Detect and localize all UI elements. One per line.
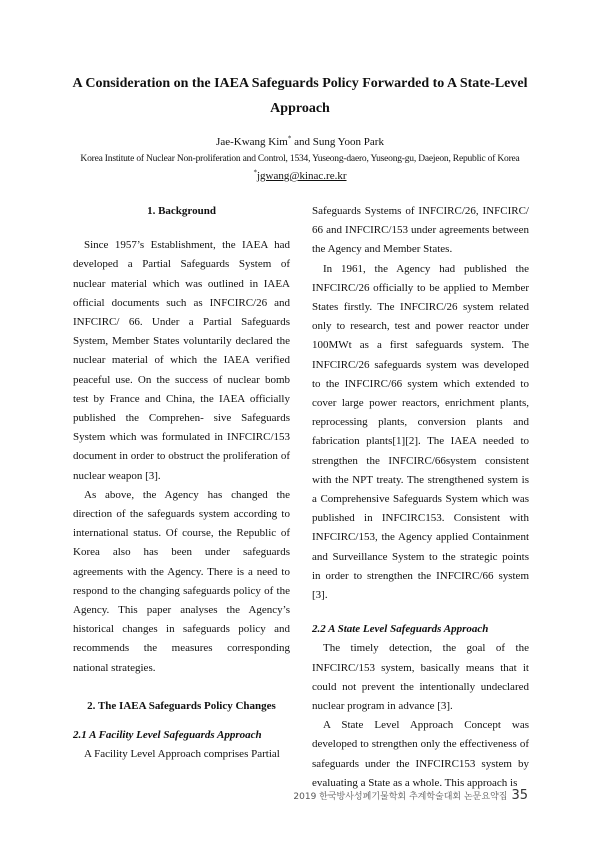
section-2-2-paragraph-1: The timely detection, the goal of the INFCIRC/153 system, basically means that it could not prevent the intentionally undeclared nuclear program in advance [3]. [312,642,529,713]
author-2: and Sung Yoon Park [291,136,384,148]
section-2-1-heading: 2.1 A Facility Level Safeguards Approach [73,729,262,742]
section-2-2-heading: 2.2 A State Level Safeguards Approach [312,623,489,636]
right-column [312,202,529,793]
email-mark: * [253,168,257,177]
email-link[interactable]: jgwang@kinac.re.kr [256,170,347,182]
section-1-heading: 1. Background [147,205,216,217]
page-footer [293,788,528,803]
section-2-1-paragraph-1: A Facility Level Approach comprises Partial [84,748,280,761]
email-line [0,168,600,184]
section-2-1-paragraph-1-continued: Safeguards Systems of INFCIRC/26, INFCIRC/ 66 and INFCIRC/153 under agreements between the Agency and Member States. [312,205,529,256]
corresponding-author-mark: * [287,134,292,143]
author-list [0,134,600,150]
page-number: 35 [511,788,528,803]
title-line-1: A Consideration on the IAEA Safeguards Policy Forwarded to A State-Level [72,76,528,91]
proceedings-title: 2019 한국방사성폐기물학회 추계학술대회 논문요약집 [293,792,508,802]
section-2-heading: 2. The IAEA Safeguards Policy Changes [87,699,276,712]
affiliation: Korea Institute of Nuclear Non-proliferation and Control, 1534, Yuseong-daero, Yuseong-gu, Daejeon, Republic of Korea [80,154,520,164]
section-2-2-paragraph-2: A State Level Approach Concept was developed to strengthen only the effectiveness of safeguards under the INFCIRC153 system by evaluating a State as a whole. This approach is [312,719,529,789]
author-1: Jae-Kwang Kim [216,136,288,148]
section-1-paragraph-1: Since 1957’s Establishment, the IAEA had developed a Partial Safeguards System of nuclear material which was outlined in IAEA official documents such as INFCIRC/26 and INFCIRC/ 66. Under a Partial Safeguards System, Member States voluntarily declared the nuclear material of which the IAEA verified peaceful use. On the success of nuclear bomb test by France and China, the IAEA officially published the Comprehen- sive Safeguards System which was formulated in INFCIRC/153 document in order to obstruct the proliferation of nuclear weapon [3]. [73,239,290,482]
paper-title [60,71,540,121]
section-1-paragraph-2: As above, the Agency has changed the direction of the safeguards system according to international status. Of course, the Republic of Korea also has been under safeguards agreements with the Agency. There is a need to respond to the changing safeguards policy of the Agency. This paper analyses the Agency’s historical changes in safeguards policy and recommends the measures corresponding national strategies. [73,488,290,674]
title-line-2: Approach [270,101,330,116]
left-column [73,202,290,764]
section-2-1-paragraph-2: In 1961, the Agency had published the INFCIRC/26 officially to be applied to Member States firstly. The INFCIRC/26 system related only to research, test and power reactor under 100MWt as a first safeguards system. The INFCIRC/26 safeguards system was developed to the INFCIRC/66 system which extended to cover large power reactors, enrichment plants, reprocessing plants, conversion plants and fabrication plants[1][2]. The IAEA needed to strengthen the INFCIRC/66system consistent with the NPT treaty. The strengthened system is a Comprehensive Safeguards System which was published in INFCIRC153. Consistent with INFCIRC/153, the Agency applied Containment and Surveillance System to the strategic points in order to strengthen the INFCIRC/66 system [3]. [312,262,529,602]
